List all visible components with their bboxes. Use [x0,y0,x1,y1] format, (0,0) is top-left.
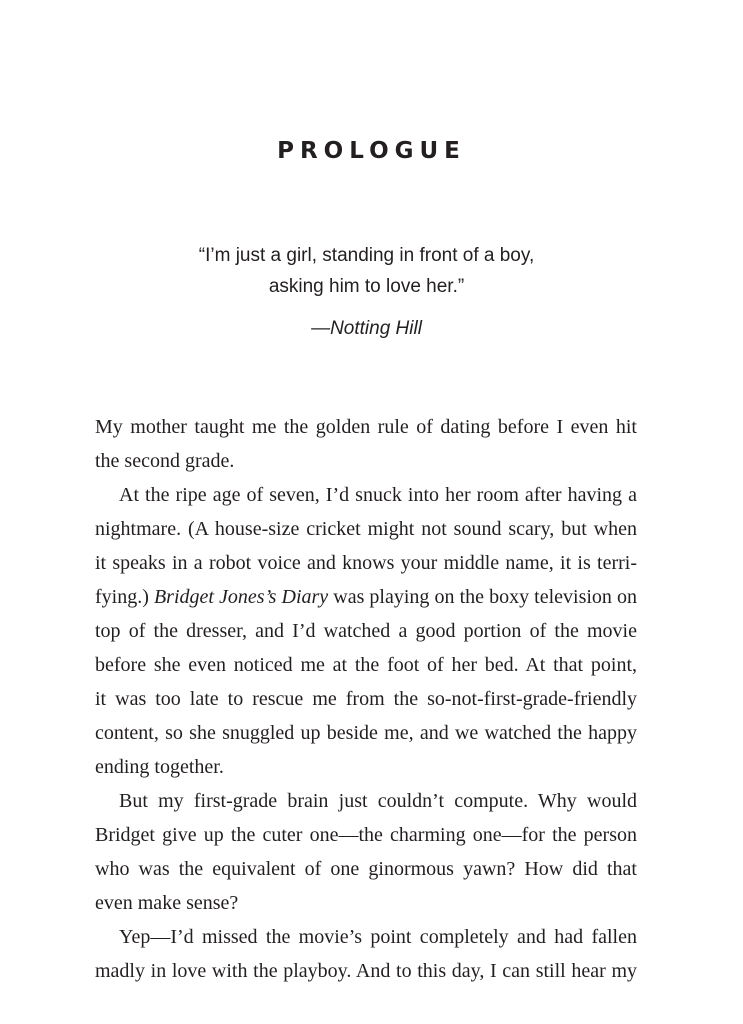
attribution-source: Notting Hill [330,318,422,339]
body-fragment: was playing on the boxy television on [333,586,637,608]
body-line: top of the dresser, and I’d watched a good portion of the movie [95,620,637,642]
body-text [95,410,637,988]
body-line: nightmare. (A house-size cricket might not sound scary, but when [95,518,637,540]
epigraph-attribution [0,313,733,344]
epigraph-quote [0,240,733,302]
body-line: it speaks in a robot voice and knows your middle name, it is terri- [95,552,637,574]
body-line: madly in love with the playboy. And to this day, I can still hear my [95,960,637,982]
epigraph-line: “I’m just a girl, standing in front of a boy, [198,245,535,266]
body-line: ending together. [95,756,224,778]
body-line-with-title [95,580,637,614]
body-fragment: fying.) [95,586,149,608]
body-line: But my first-grade brain just couldn’t compute. Why would [119,790,637,812]
film-title: Bridget Jones’s Diary [153,586,329,608]
body-line: content, so she snuggled up beside me, and we watched the happy [95,722,637,744]
body-line: Yep—I’d missed the movie’s point completely and had fallen [119,926,637,948]
body-line: the second grade. [95,450,235,472]
body-line: At the ripe age of seven, I’d snuck into her room after having a [119,484,637,506]
epigraph-line: asking him to love her.” [268,276,465,297]
body-line: even make sense? [95,892,239,914]
body-line: Bridget give up the cuter one—the charming one—for the person [95,824,637,846]
chapter-title: PROLOGUE [277,138,466,164]
body-line: who was the equivalent of one ginormous yawn? How did that [95,858,637,880]
body-line: before she even noticed me at the foot of her bed. At that point, [95,654,637,676]
attribution-dash: — [311,318,331,339]
body-line: it was too late to rescue me from the so-not-first-grade-friendly [95,688,637,710]
body-line: My mother taught me the golden rule of dating before I even hit [95,416,637,438]
